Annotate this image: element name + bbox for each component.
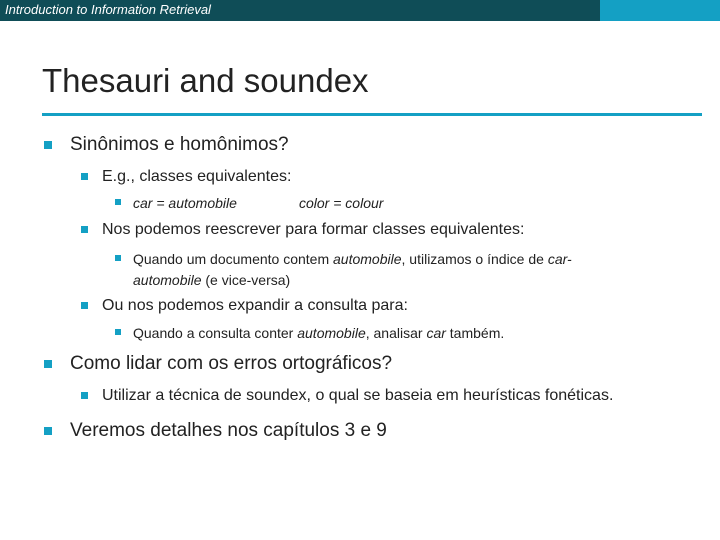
bullet-text: Nos podemos reescrever para formar classes equivalentes: [102,221,525,238]
text-segment: também. [445,325,505,341]
text-emphasis: automobile [297,325,366,341]
example-car-automobile: car = automobile [133,195,237,211]
bullet-query-example [133,325,504,341]
square-bullet-icon [115,329,121,335]
text-emphasis: automobile [133,272,202,288]
bullet-examples [133,195,384,211]
text-emphasis: car [426,325,446,341]
bullet-text: Ou nos podemos expandir a consulta para: [102,297,408,314]
bullet-expand-query [102,297,408,315]
square-bullet-icon [81,392,88,399]
text-segment: (e vice-versa) [201,272,291,288]
bullet-text: Veremos detalhes nos capítulos 3 e 9 [70,420,387,441]
square-bullet-icon [115,255,121,261]
bullet-text: Como lidar com os erros ortográficos? [70,353,393,374]
bullet-chapters [70,420,387,442]
text-emphasis: car- [547,251,572,267]
slide-title: Thesauri and soundex [42,62,369,99]
text-segment: Quando a consulta conter [133,325,298,341]
bullet-text: Sinônimos e homônimos? [70,134,289,155]
text-emphasis: automobile [333,251,402,267]
text-segment: Quando um documento contem [133,251,334,267]
square-bullet-icon [44,360,52,368]
square-bullet-icon [81,302,88,309]
course-title: Introduction to Information Retrieval [5,2,211,17]
bullet-text: E.g., classes equivalentes: [102,168,292,185]
square-bullet-icon [81,226,88,233]
square-bullet-icon [115,199,121,205]
square-bullet-icon [44,427,52,435]
text-segment: , analisar [365,325,427,341]
example-color-colour: color = colour [299,195,384,211]
bullet-equivalence-classes [102,168,291,186]
square-bullet-icon [44,141,52,149]
bullet-synonyms [70,134,289,156]
square-bullet-icon [81,173,88,180]
text-segment: , utilizamos o índice de [401,251,548,267]
bullet-soundex [102,387,613,405]
bullet-index-example [133,249,572,291]
bullet-spelling-errors [70,353,392,375]
bullet-text: Utilizar a técnica de soundex, o qual se baseia em heurísticas fonéticas. [102,387,614,404]
bullet-rewrite [102,221,524,239]
